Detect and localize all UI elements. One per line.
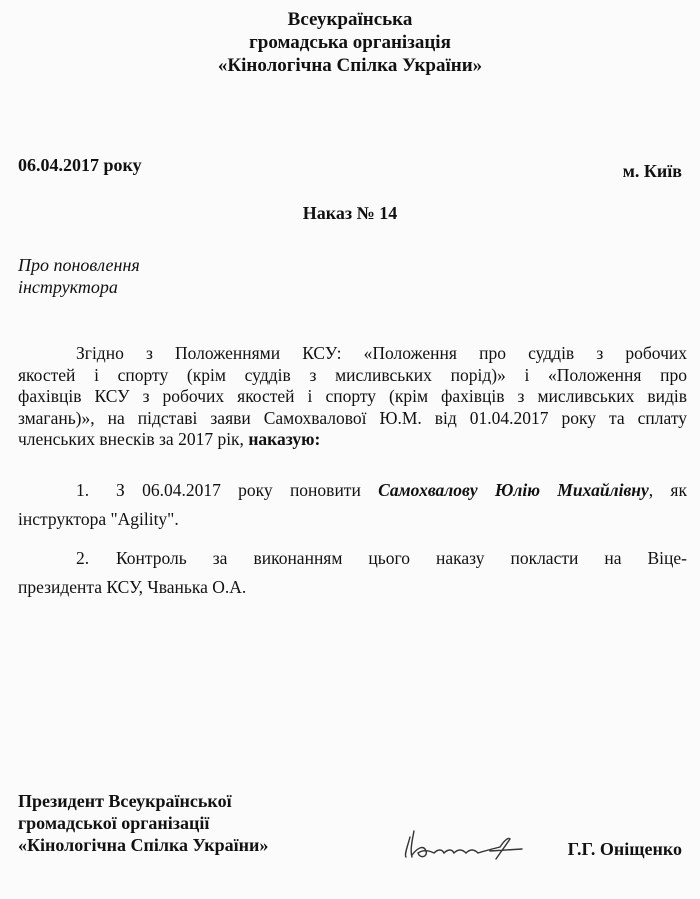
- item-1-number: 1.: [76, 480, 90, 500]
- signatory-line-1: Президент Всеукраїнської: [18, 791, 232, 811]
- signatory-line-3: «Кінологічна Спілка України»: [18, 835, 269, 855]
- subject-line-2: інструктора: [18, 277, 118, 297]
- signer-name: Г.Г. Оніщенко: [567, 839, 682, 859]
- signatory-line-2: громадської організації: [18, 813, 210, 833]
- paragraph-line-4: змагань)», на підставі заяви Самохвалової Ю.М. від 01.04.2017 року та сплату: [18, 407, 687, 428]
- order-item-1: [18, 480, 687, 530]
- organization-header: [0, 8, 700, 77]
- item-1-text-after: , як: [648, 480, 687, 500]
- item-1-person-name: Самохвалову Юлію Михайлівну: [378, 480, 649, 500]
- order-item-2: [18, 548, 687, 598]
- order-title: Наказ № 14: [302, 203, 398, 223]
- paragraph-line-3: фахівців КСУ з робочих якостей і спорту (крім фахівців з мисливських видів: [18, 386, 687, 406]
- header-line-1: Всеукраїнська: [287, 9, 413, 30]
- order-city: м. Київ: [622, 161, 682, 181]
- header-line-2: громадська організація: [249, 32, 451, 53]
- paragraph-line-1: Згідно з Положеннями КСУ: «Положення про суддів з робочих: [76, 343, 687, 363]
- item-2-number: 2.: [76, 548, 90, 568]
- paragraph-line-5: [18, 429, 687, 451]
- signatory-title: [18, 790, 268, 856]
- paragraph-line-2: якостей і спорту (крім суддів з мисливських порід)» і «Положення про: [18, 364, 687, 385]
- decree-word: наказую:: [248, 429, 321, 449]
- header-line-3: «Кінологічна Спілка України»: [217, 55, 483, 76]
- paragraph-line-5-text: членських внесків за 2017 рік,: [18, 429, 249, 449]
- order-subject: [18, 254, 140, 298]
- item-1-line-2: інструктора "Agility".: [18, 509, 179, 529]
- subject-line-1: Про поновлення: [18, 255, 140, 275]
- item-2-line-1: [18, 548, 687, 569]
- order-date: 06.04.2017 року: [18, 155, 142, 175]
- item-2-line-2: президента КСУ, Чванька О.А.: [18, 577, 247, 597]
- item-1-text-before: З 06.04.2017 року поновити: [116, 480, 379, 500]
- handwritten-signature: [400, 825, 530, 863]
- item-2-text: Контроль за виконанням цього наказу покласти на Віце-: [116, 548, 687, 568]
- item-1-line-1: [18, 480, 687, 501]
- preamble-paragraph: [18, 343, 687, 451]
